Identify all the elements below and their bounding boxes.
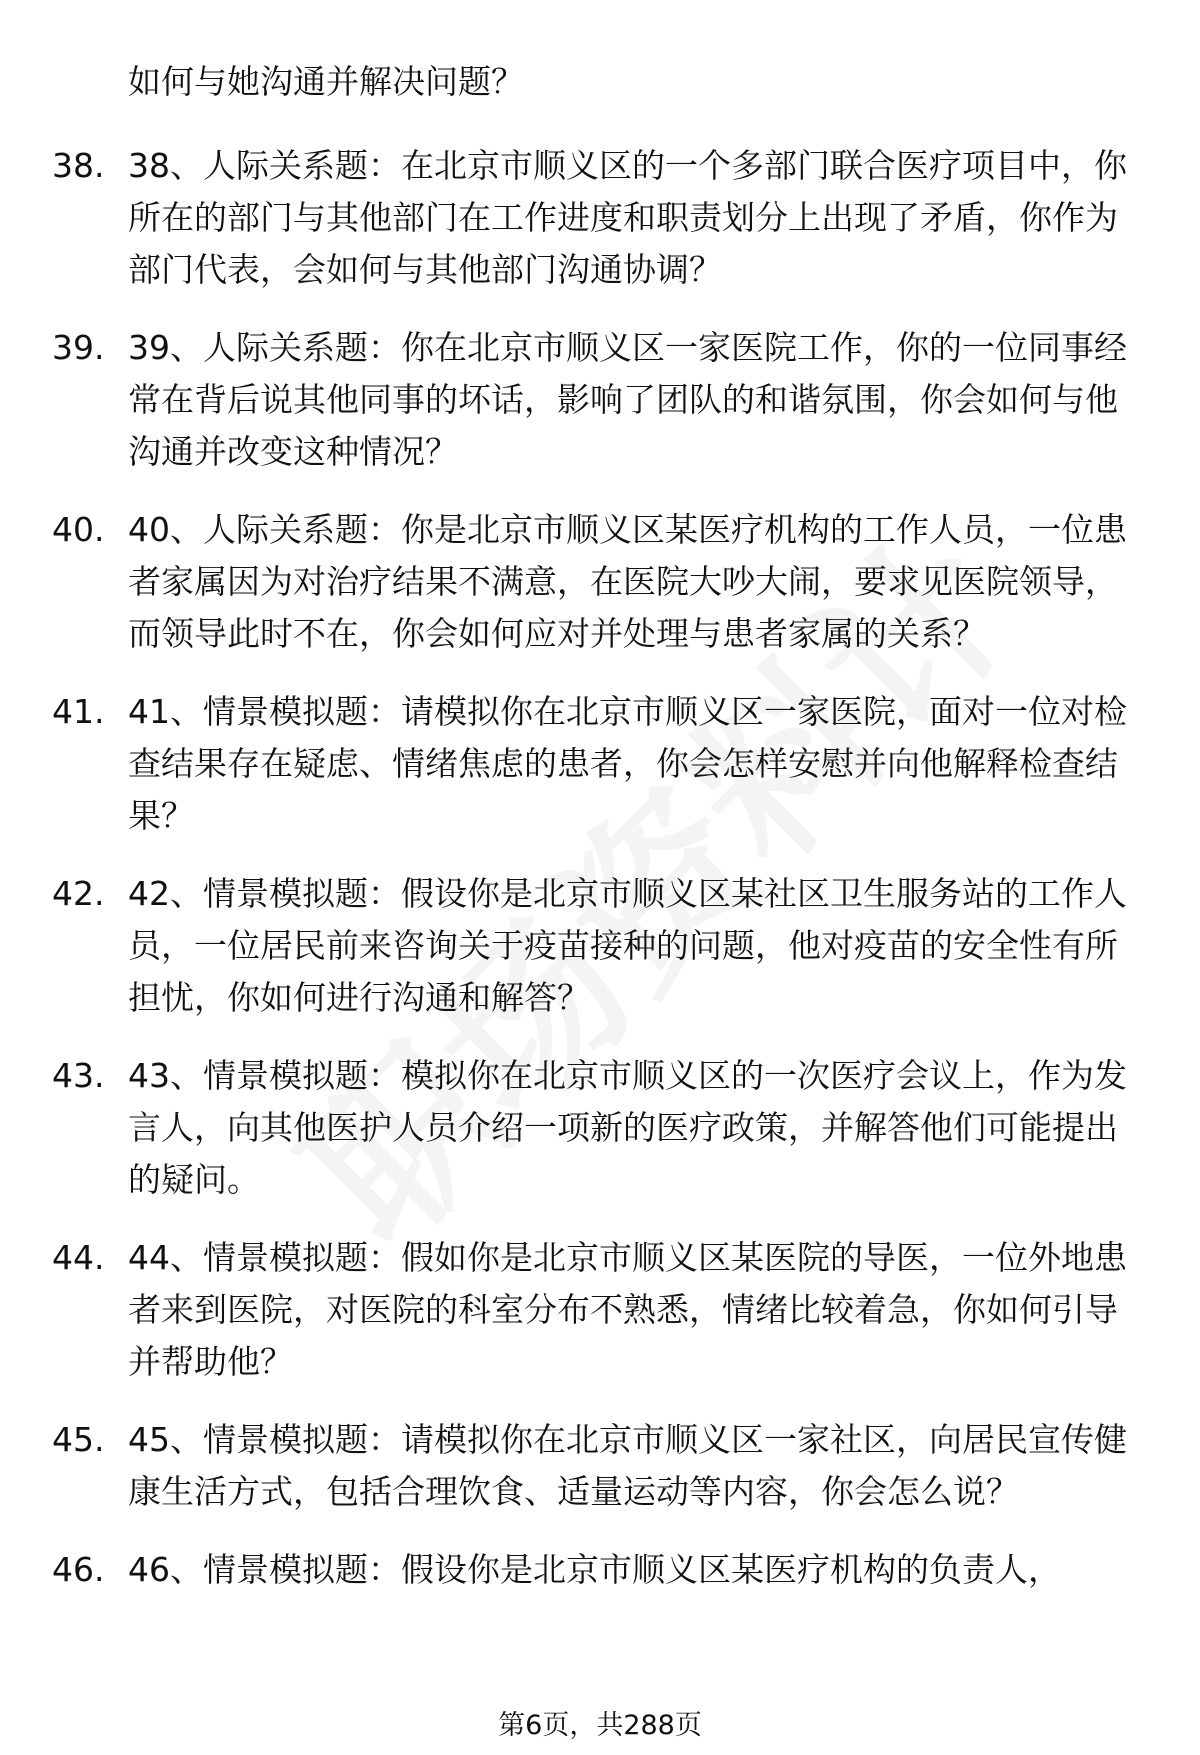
question-number: 39.	[52, 328, 105, 367]
question-number: 42.	[52, 874, 105, 913]
question-item	[0, 1050, 1138, 1206]
question-number: 41.	[52, 692, 105, 731]
question-number: 43.	[52, 1056, 105, 1095]
question-item	[0, 1414, 1138, 1518]
question-text: 40、人际关系题：你是北京市顺义区某医疗机构的工作人员，一位患者家属因为对治疗结果不满意，在医院大吵大闹，要求见医院领导，而领导此时不在，你会如何应对并处理与患者家属的关系？	[128, 510, 1127, 653]
page-footer: 第6页，共288页	[498, 1710, 702, 1741]
question-number: 40.	[52, 510, 105, 549]
question-item	[0, 1544, 1138, 1596]
question-item	[0, 140, 1138, 296]
question-text: 41、情景模拟题：请模拟你在北京市顺义区一家医院，面对一位对检查结果存在疑虑、情绪焦虑的患者，你会怎样安慰并向他解释检查结果？	[128, 692, 1127, 835]
question-item	[0, 504, 1138, 660]
question-text: 39、人际关系题：你在北京市顺义区一家医院工作，你的一位同事经常在背后说其他同事的坏话，影响了团队的和谐氛围，你会如何与他沟通并改变这种情况？	[128, 328, 1127, 471]
question-text: 42、情景模拟题：假设你是北京市顺义区某社区卫生服务站的工作人员，一位居民前来咨询关于疫苗接种的问题，他对疫苗的安全性有所担忧，你如何进行沟通和解答？	[128, 874, 1127, 1017]
question-text: 44、情景模拟题：假如你是北京市顺义区某医院的导医，一位外地患者来到医院，对医院的科室分布不熟悉，情绪比较着急，你如何引导并帮助他？	[128, 1238, 1127, 1381]
question-item	[0, 686, 1138, 842]
question-text: 38、人际关系题：在北京市顺义区的一个多部门联合医疗项目中，你所在的部门与其他部门在工作进度和职责划分上出现了矛盾，你作为部门代表，会如何与其他部门沟通协调？	[128, 146, 1127, 289]
question-item	[0, 322, 1138, 478]
question-list	[0, 140, 1200, 1622]
question-item	[0, 868, 1138, 1024]
question-number: 44.	[52, 1238, 105, 1277]
question-number: 46.	[52, 1550, 105, 1589]
question-text: 45、情景模拟题：请模拟你在北京市顺义区一家社区，向居民宣传健康生活方式，包括合理饮食、适量运动等内容，你会怎么说？	[128, 1420, 1127, 1511]
question-number: 45.	[52, 1420, 105, 1459]
question-text: 46、情景模拟题：假设你是北京市顺义区某医疗机构的负责人，	[128, 1550, 1061, 1589]
question-item	[0, 1232, 1138, 1388]
question-text: 43、情景模拟题：模拟你在北京市顺义区的一次医疗会议上，作为发言人，向其他医护人员介绍一项新的医疗政策，并解答他们可能提出的疑问。	[128, 1056, 1127, 1199]
continued-question-text: 如何与她沟通并解决问题？	[128, 62, 524, 101]
question-number: 38.	[52, 146, 105, 185]
